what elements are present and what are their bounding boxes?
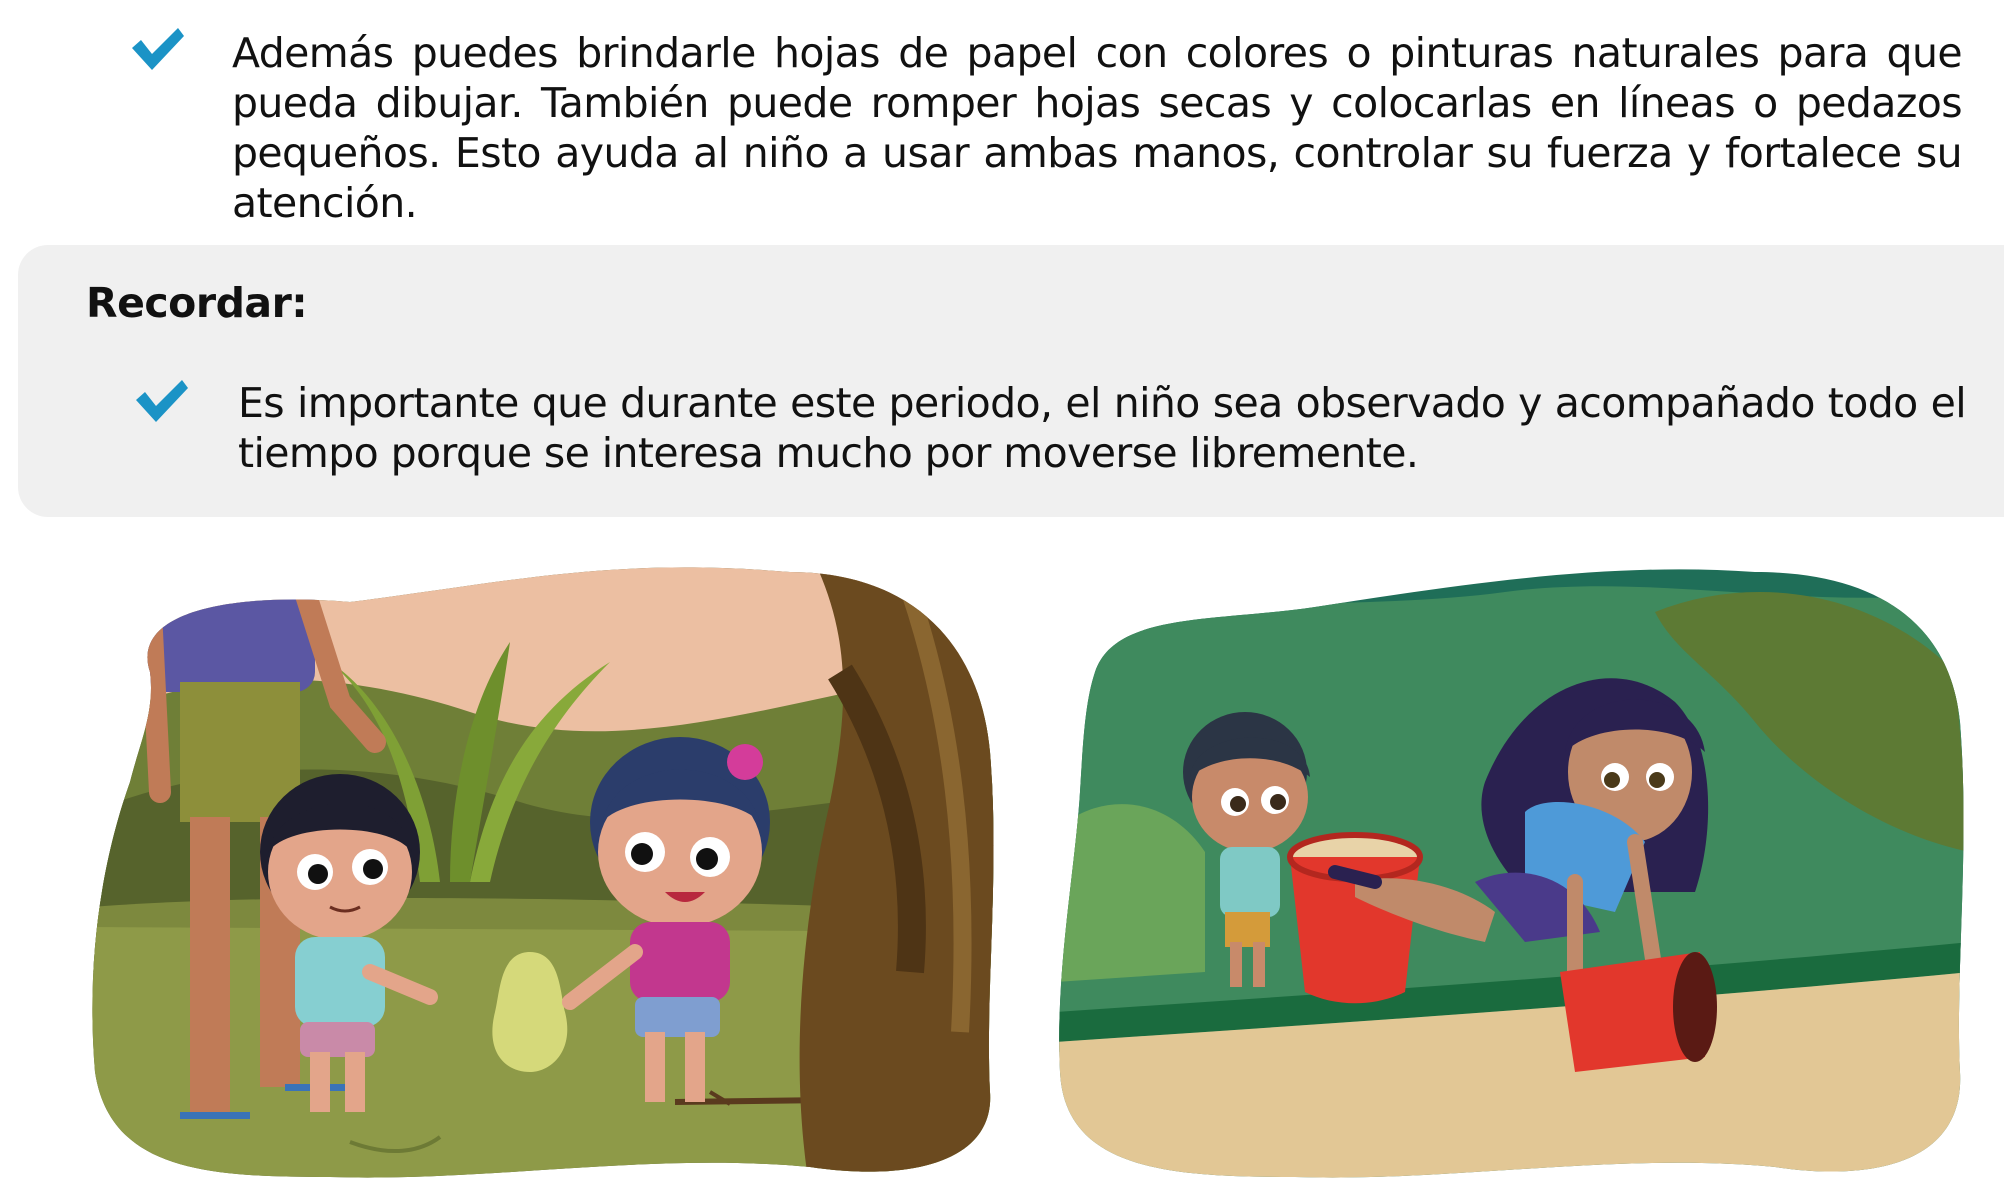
- children-sharing-pear-illustration: [90, 552, 1010, 1192]
- children-playing-with-buckets-illustration: [1055, 552, 1970, 1192]
- paragraph-supervision-reminder: Es importante que durante este periodo, el niño sea observado y acompañado todo el tiempo porque se interesa mucho por moverse libremente.: [238, 379, 1966, 477]
- checkmark-icon: [128, 24, 186, 74]
- paragraph-drawing-activities: Además puedes brindarle hojas de papel con colores o pinturas naturales para que pueda dibujar. También puede romper hojas secas y colocarlas en líneas o pedazos pequeños. Esto ayuda al niño a usar ambas manos, controlar su fuerza y fortalece su atención.: [232, 29, 1962, 227]
- remember-title: Recordar:: [86, 279, 308, 327]
- checkmark-icon: [132, 376, 190, 426]
